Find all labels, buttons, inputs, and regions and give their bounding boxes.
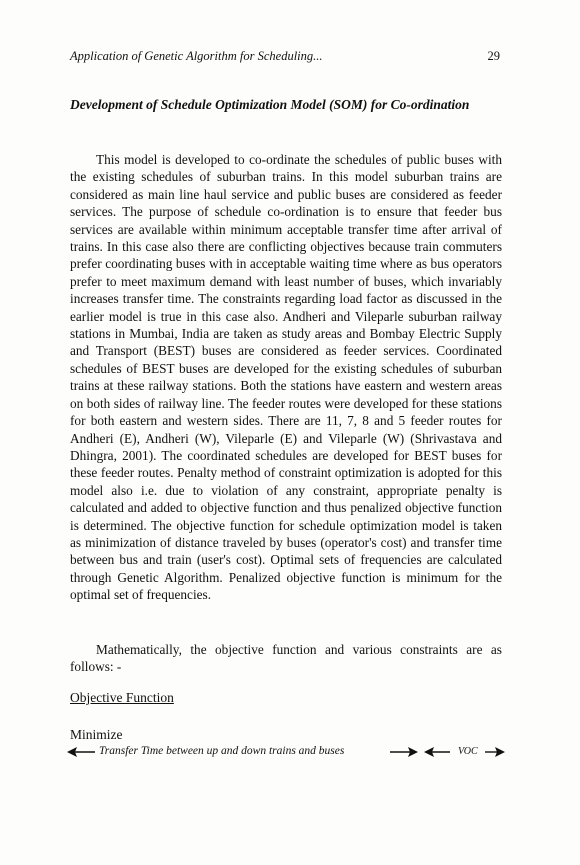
running-header [70,49,500,69]
left-arrow-icon [423,742,451,762]
objective-function-heading: Objective Function [70,690,174,705]
left-arrow-icon [66,742,96,762]
right-arrow-icon [484,742,506,762]
transfer-time-term: Transfer Time between up and down trains and buses [99,745,345,757]
running-title: Application of Genetic Algorithm for Scheduling... [70,49,323,63]
objective-formula [66,742,506,762]
minimize-label: Minimize [70,727,123,742]
section-heading: Development of Schedule Optimization Model (SOM) for Co-ordination [70,97,470,112]
voc-term: VOC [458,746,478,757]
body-paragraph: This model is developed to co-ordinate the schedules of public buses with the existing schedules of suburban trains. In this model suburban trains are considered as main line haul service and public buses are considered as feeder services. The purpose of schedule co-ordination is to ensure that feeder bus services are available within minimum acceptable transfer time after arrival of trains. In this case also there are conflicting objectives because train commuters prefer coordinating buses with in acceptable waiting time where as bus operators prefer to meet maximum demand with least number of buses, which invariably increases transfer time. The constraints regarding load factor as discussed in the earlier model is true in this case also. Andheri and Vileparle suburban railway stations in Mumbai, India are taken as study areas and Bombay Electric Supply and Transport (BEST) buses are considered as feeder services. Coordinated schedules of BEST buses are developed for the existing schedules of suburban trains at these railway stations. Both the stations have eastern and western areas on both sides of railway line. The feeder routes were developed for these stations for both eastern and western sides. There are 11, 7, 8 and 5 feeder routes for Andheri (E), Andheri (W), Vileparle (E) and Vileparle (W) (Shrivastava and Dhingra, 2001). The coordinated schedules are developed for BEST buses for these feeder routes. Penalty method of constraint optimization is adopted for this model also i.e. due to violation of any constraint, appropriate penalty is calculated and added to objective function and thus penalized objective function is determined. The objective function for schedule optimization model is taken as minimization of distance traveled by buses (operator's cost) and transfer time between bus and train (user's cost). Optimal sets of frequencies are calculated through Genetic Algorithm. Penalized objective function is minimum for the optimal set of frequencies. [70,152,502,603]
page-number: 29 [487,49,500,63]
body-paragraph: Mathematically, the objective function and various constraints are as follows: - [70,642,502,675]
right-arrow-icon [389,742,419,762]
